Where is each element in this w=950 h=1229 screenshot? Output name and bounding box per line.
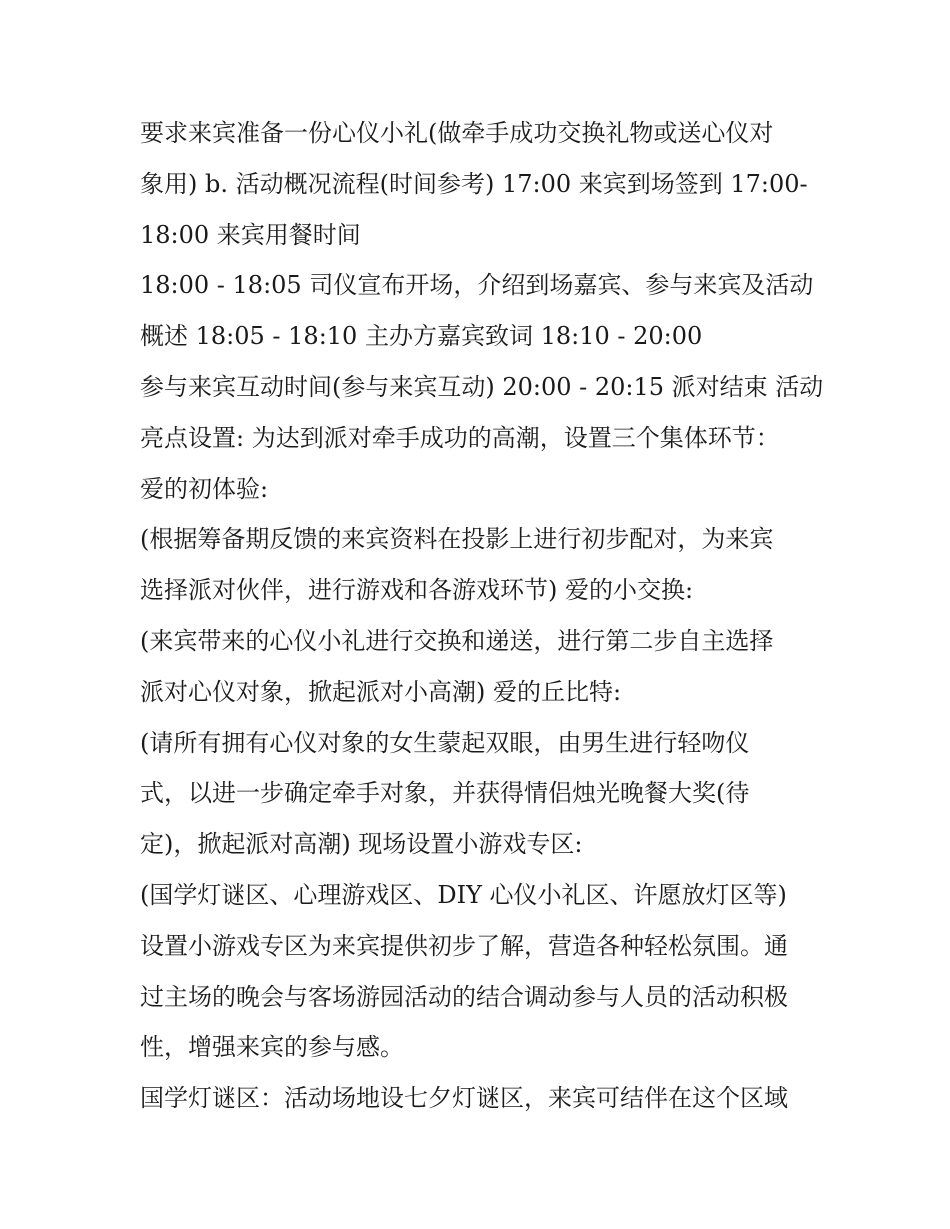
text-line: 设置小游戏专区为来宾提供初步了解，营造各种轻松氛围。通 [140, 931, 788, 960]
text-line: 性，增强来宾的参与感。 [140, 1033, 404, 1062]
text-line: 亮点设置: 为达到派对牵手成功的高潮，设置三个集体环节： [140, 423, 780, 452]
text-line: 派对心仪对象，掀起派对小高潮) 爱的丘比特: [140, 677, 622, 706]
text-line: 18:00 来宾用餐时间 [140, 220, 361, 249]
text-line: 定)，掀起派对高潮) 现场设置小游戏专区: [140, 830, 583, 859]
text-line: (来宾带来的心仪小礼进行交换和递送，进行第二步自主选择 [140, 626, 774, 655]
text-line: 选择派对伙伴，进行游戏和各游戏环节) 爱的小交换: [140, 576, 694, 605]
text-line: (请所有拥有心仪对象的女生蒙起双眼，由男生进行轻吻仪 [140, 728, 750, 757]
text-line: 爱的初体验: [140, 474, 269, 503]
text-line: 18:00 - 18:05 司仪宣布开场，介绍到场嘉宾、参与来宾及活动 [140, 271, 814, 300]
text-line: 式，以进一步确定牵手对象，并获得情侣烛光晚餐大奖(待 [140, 779, 750, 808]
text-line: 概述 18:05 - 18:10 主办方嘉宾致词 18:10 - 20:00 [140, 322, 703, 351]
text-line: 国学灯谜区：活动场地设七夕灯谜区，来宾可结伴在这个区域 [140, 1084, 788, 1113]
text-line: 要求来宾准备一份心仪小礼(做牵手成功交换礼物或送心仪对 [140, 119, 774, 147]
text-line: 象用) b. 活动概况流程(时间参考) 17:00 来宾到场签到 17:00- [140, 169, 808, 198]
document-body [140, 108, 830, 1124]
text-line: 参与来宾互动时间(参与来宾互动) 20:00 - 20:15 派对结束 活动 [140, 372, 824, 401]
text-line: (根据筹备期反馈的来宾资料在投影上进行初步配对，为来宾 [140, 525, 774, 554]
text-line: (国学灯谜区、心理游戏区、DIY 心仪小礼区、许愿放灯区等) [140, 880, 787, 909]
text-line: 过主场的晚会与客场游园活动的结合调动参与人员的活动积极 [140, 982, 788, 1011]
